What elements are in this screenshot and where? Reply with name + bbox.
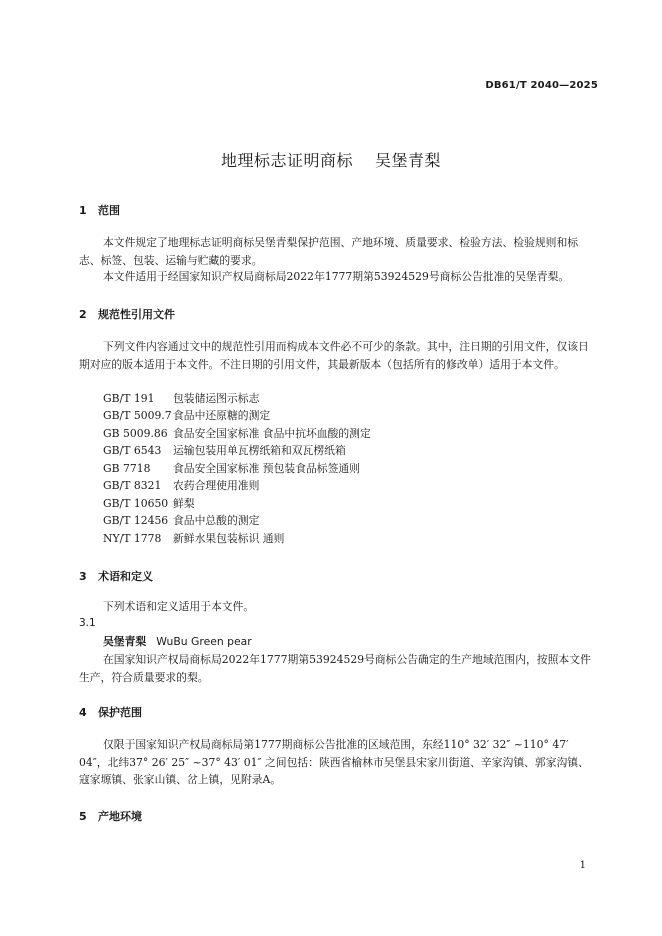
section-heading-2: 2 规范性引用文件 (79, 308, 175, 321)
terms-intro: 下列术语和定义适用于本文件。 (103, 600, 255, 613)
term-number: 3.1 (79, 617, 96, 629)
document-code: DB61/T 2040—2025 (485, 80, 598, 91)
section-heading-3: 3 术语和定义 (79, 570, 153, 583)
term-name: 吴堡青梨 WuBu Green pear (103, 635, 252, 648)
reference-item: GB/T 8321 农药合理使用准则 (103, 479, 260, 492)
reference-item: GB/T 10650 鲜梨 (103, 497, 195, 510)
page-title (0, 148, 662, 171)
normative-intro: 下列文件内容通过文中的规范性引用而构成本文件必不可少的条款。其中，注日期的引用文件，仅该日期对应的版本适用于本文件。不注日期的引用文件，其最新版本（包括所有的修改单）适用于本文件。 (79, 340, 589, 371)
section-heading-1: 1 范围 (79, 204, 120, 217)
protection-paragraph: 仅限于国家知识产权局商标局第1777期商标公告批准的区域范围，东经110° 32′ 32″ ~110° 47′ 04″，北纬37° 26′ 25″ ~37° 43′ 01″ 之间包括：陕西省榆林市吴堡县宋家川街道、辛家沟镇、郭家沟镇、寇家塬镇、张家山镇、岔上镇，见附录A。 (79, 738, 589, 786)
term-definition: 在国家知识产权局商标局2022年1777期第53924529号商标公告确定的生产地域范围内，按照本文件生产，符合质量要求的梨。 (79, 653, 591, 684)
title-main: 地理标志证明商标 (220, 151, 353, 170)
section-heading-5: 5 产地环境 (79, 810, 142, 823)
scope-paragraph-1: 本文件规定了地理标志证明商标吴堡青梨保护范围、产地环境、质量要求、检验方法、检验规则和标志、标签、包装、运输与贮藏的要求。 (79, 236, 579, 267)
reference-item: GB 7718 食品安全国家标准 预包装食品标签通则 (103, 462, 360, 475)
reference-item: NY/T 1778 新鲜水果包装标识 通则 (103, 532, 285, 545)
page-number: 1 (579, 860, 586, 871)
reference-item: GB 5009.86 食品安全国家标准 食品中抗坏血酸的测定 (103, 427, 371, 440)
reference-item: GB/T 12456 食品中总酸的测定 (103, 514, 260, 527)
reference-item: GB/T 6543 运输包装用单瓦楞纸箱和双瓦楞纸箱 (103, 444, 346, 457)
title-product: 吴堡青梨 (375, 151, 442, 170)
scope-paragraph-2: 本文件适用于经国家知识产权局商标局2022年1777期第53924529号商标公告批准的吴堡青梨。 (103, 270, 570, 283)
section-heading-4: 4 保护范围 (79, 706, 142, 719)
reference-item: GB/T 5009.7食品中还原糖的测定 (103, 409, 271, 422)
reference-item: GB/T 191 包装储运图示标志 (103, 392, 260, 405)
